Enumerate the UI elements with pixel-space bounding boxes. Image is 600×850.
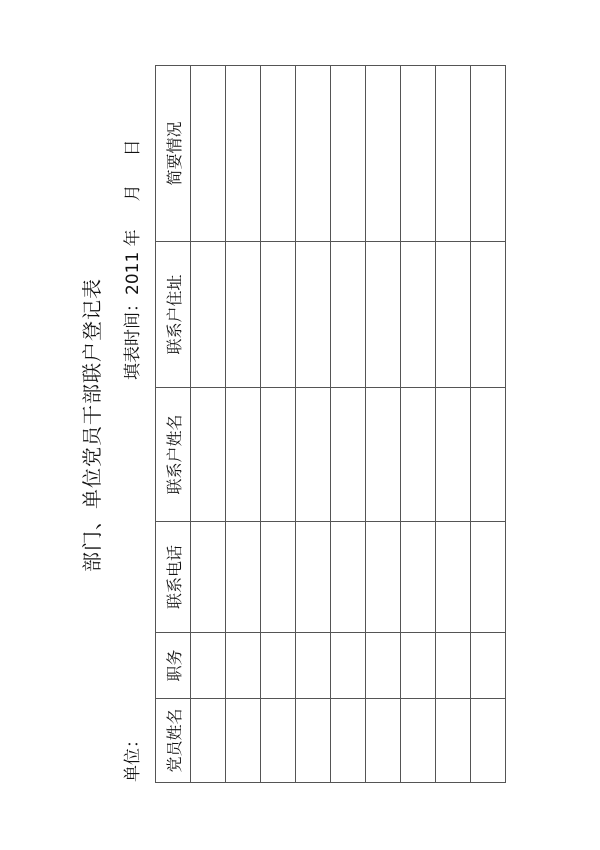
table-cell[interactable] [401, 522, 436, 633]
table-cell[interactable] [471, 242, 506, 388]
table-cell[interactable] [226, 633, 261, 699]
table-cell[interactable] [366, 699, 401, 783]
table-cell[interactable] [191, 388, 226, 522]
header-position: 职务 [156, 633, 191, 699]
table-cell[interactable] [331, 66, 366, 242]
table-cell[interactable] [226, 66, 261, 242]
table-cell[interactable] [226, 388, 261, 522]
table-row [296, 66, 331, 783]
header-household-name: 联系户姓名 [156, 388, 191, 522]
table-cell[interactable] [471, 66, 506, 242]
table-cell[interactable] [401, 699, 436, 783]
table-row [401, 66, 436, 783]
fill-date-month: 月 [123, 184, 143, 202]
table-row [436, 66, 471, 783]
table-row [331, 66, 366, 783]
table-cell[interactable] [261, 242, 296, 388]
table-cell[interactable] [296, 699, 331, 783]
table-cell[interactable] [366, 66, 401, 242]
fill-date-day: 日 [123, 139, 143, 157]
table-cell[interactable] [401, 388, 436, 522]
table-cell[interactable] [296, 522, 331, 633]
table-cell[interactable] [471, 388, 506, 522]
table-cell[interactable] [296, 633, 331, 699]
header-phone: 联系电话 [156, 522, 191, 633]
registration-table [155, 65, 506, 783]
fill-date [118, 139, 143, 380]
table-cell[interactable] [331, 633, 366, 699]
table-cell[interactable] [401, 66, 436, 242]
table-cell[interactable] [471, 699, 506, 783]
table-cell[interactable] [366, 242, 401, 388]
table-cell[interactable] [366, 633, 401, 699]
table-row [261, 66, 296, 783]
table-cell[interactable] [436, 242, 471, 388]
table-cell[interactable] [261, 388, 296, 522]
table-cell[interactable] [331, 522, 366, 633]
table-cell[interactable] [296, 242, 331, 388]
table-cell[interactable] [296, 388, 331, 522]
table-cell[interactable] [331, 388, 366, 522]
fill-date-label: 填表时间：2011 年 [123, 229, 143, 380]
table-cell[interactable] [226, 699, 261, 783]
page-title: 部门、单位党员干部联户登记表 [80, 278, 104, 572]
table-cell[interactable] [436, 633, 471, 699]
table-header-row [156, 66, 191, 783]
table-cell[interactable] [471, 633, 506, 699]
table-cell[interactable] [436, 388, 471, 522]
table-cell[interactable] [191, 66, 226, 242]
table-cell[interactable] [261, 522, 296, 633]
table-cell[interactable] [401, 242, 436, 388]
table-cell[interactable] [261, 699, 296, 783]
table-cell[interactable] [366, 522, 401, 633]
table-row [191, 66, 226, 783]
table-body [191, 66, 506, 783]
table-cell[interactable] [226, 242, 261, 388]
table-cell[interactable] [401, 633, 436, 699]
table-cell[interactable] [436, 522, 471, 633]
table-row [471, 66, 506, 783]
table-cell[interactable] [226, 522, 261, 633]
unit-label: 单位： [123, 731, 143, 782]
header-member-name: 党员姓名 [156, 699, 191, 783]
table-row [366, 66, 401, 783]
table-cell[interactable] [191, 633, 226, 699]
header-brief-info: 简要情况 [156, 66, 191, 242]
table-cell[interactable] [331, 242, 366, 388]
table-cell[interactable] [191, 699, 226, 783]
table-cell[interactable] [366, 388, 401, 522]
table-cell[interactable] [436, 66, 471, 242]
table-cell[interactable] [471, 522, 506, 633]
header-household-address: 联系户住址 [156, 242, 191, 388]
table-cell[interactable] [331, 699, 366, 783]
table-cell[interactable] [191, 242, 226, 388]
table-row [226, 66, 261, 783]
table-cell[interactable] [436, 699, 471, 783]
table-cell[interactable] [191, 522, 226, 633]
table-cell[interactable] [261, 66, 296, 242]
table-cell[interactable] [296, 66, 331, 242]
table-cell[interactable] [261, 633, 296, 699]
